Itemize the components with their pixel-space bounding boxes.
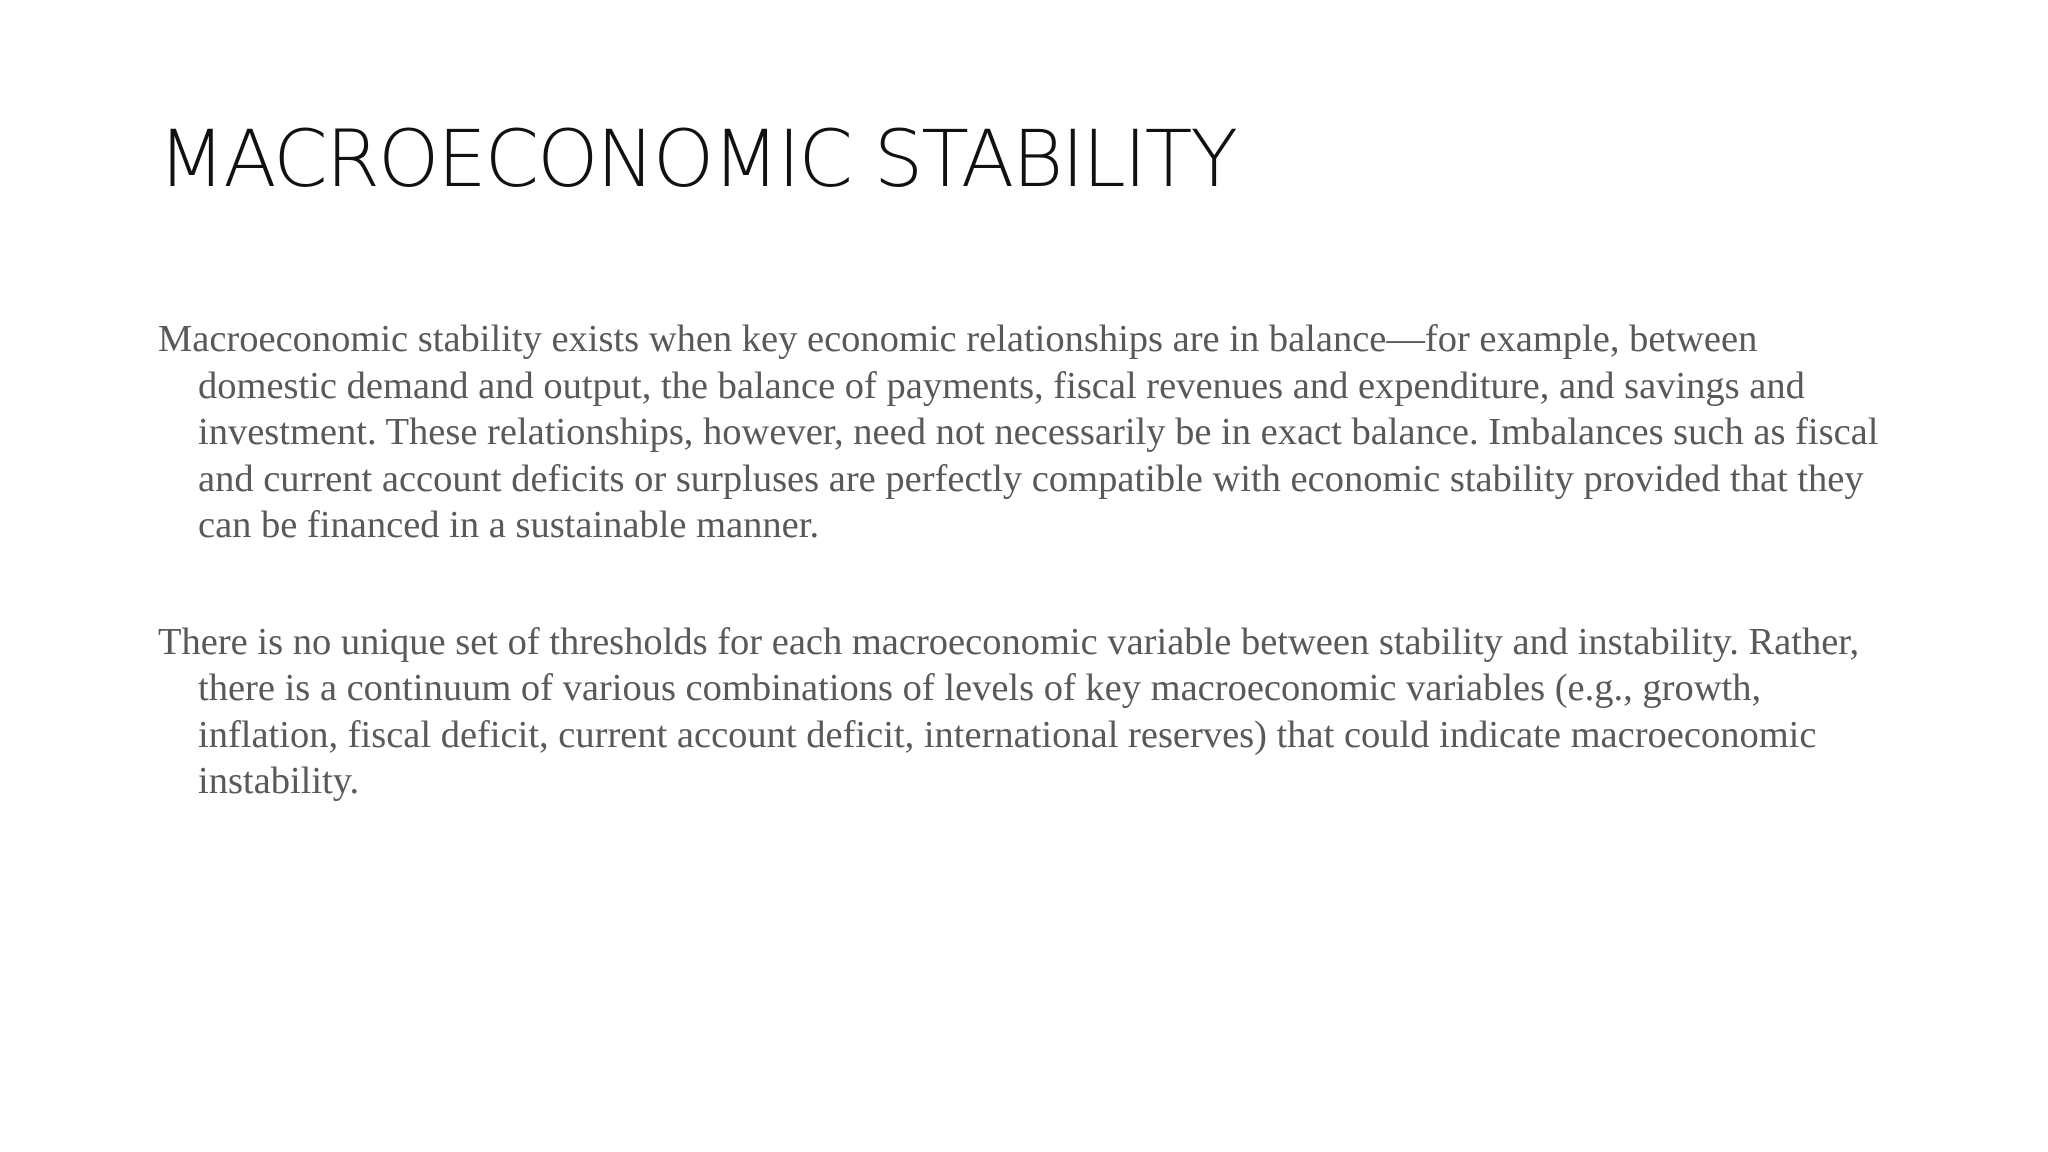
body-paragraph-2: There is no unique set of thresholds for each macroeconomic variable between stability and instability. Rather, there is a continuum of various combinations of levels of key macroeconomic variables (e.g., growth, inflation, fiscal deficit, current account deficit, international reserves) that could indicate macroeconomic instability.	[158, 620, 1860, 802]
slide-title: MACROECONOMIC STABILITY	[158, 115, 1237, 205]
slide-body	[158, 316, 1898, 875]
body-paragraph-1: Macroeconomic stability exists when key economic relationships are in balance—for example, between domestic demand and output, the balance of payments, fiscal revenues and expenditure, and savings and investment. These relationships, however, need not necessarily be in exact balance. Imbalances such as fiscal and current account deficits or surpluses are perfectly compatible with economic stability provided that they can be financed in a sustainable manner.	[158, 318, 1879, 546]
